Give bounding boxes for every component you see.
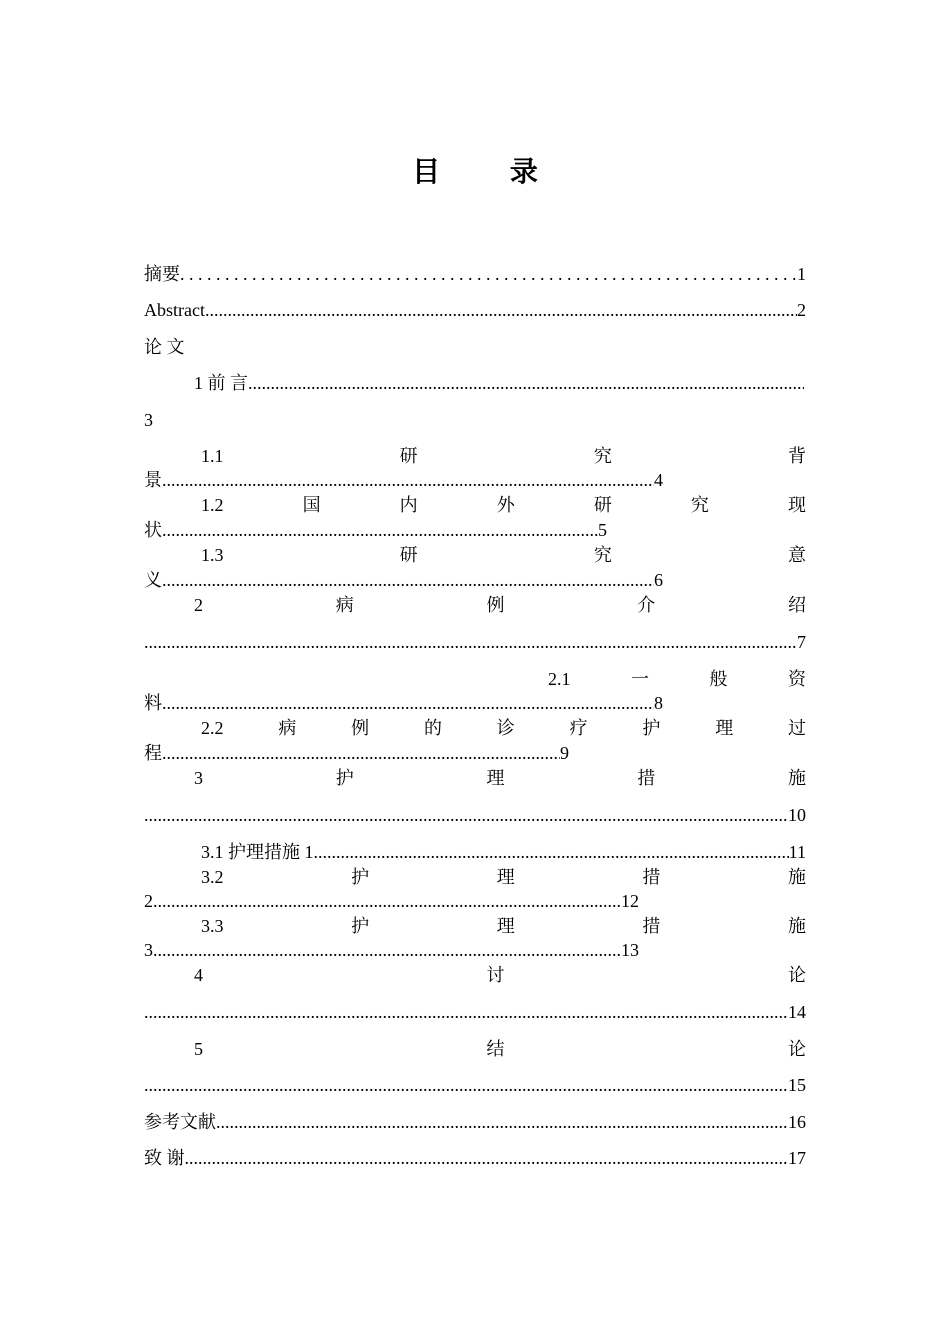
toc-char: 研 (399, 446, 418, 466)
toc-char: 一 (631, 669, 649, 689)
toc-number: 3.3 (201, 916, 224, 936)
toc-label: 参考文献 (144, 1112, 216, 1132)
toc-char: 料 (144, 693, 162, 713)
toc-leader (153, 889, 621, 913)
toc-label: 1 前 言 (194, 373, 248, 393)
toc-char: 资 (788, 669, 806, 689)
toc-char: 国 (302, 495, 321, 515)
toc-leader (144, 630, 797, 654)
toc-char: 疗 (569, 718, 588, 738)
toc-char: 介 (637, 595, 656, 615)
toc-leader (162, 468, 654, 492)
toc-page-number: 5 (598, 520, 607, 540)
toc-number: 4 (194, 965, 203, 985)
toc-char: 论 (788, 965, 806, 985)
toc-char: 诊 (496, 718, 515, 738)
toc-page-number: 6 (654, 570, 663, 590)
toc-char: 护 (642, 718, 661, 738)
toc-page-number: 4 (654, 470, 663, 490)
toc-page-number: 9 (560, 743, 569, 763)
toc-char: 理 (715, 718, 734, 738)
toc-label: 论 文 (144, 337, 185, 357)
toc-char: 措 (642, 916, 661, 936)
toc-leader (162, 568, 654, 592)
page-title: 目 录 (412, 155, 568, 188)
toc-char: 究 (593, 545, 612, 565)
toc-char: 施 (788, 916, 806, 936)
toc-char: 义 (144, 570, 162, 590)
toc-char: 背 (787, 446, 806, 466)
toc-char: 2 (144, 891, 153, 911)
toc-char: 理 (496, 916, 515, 936)
toc-entry-5-cont (144, 1073, 806, 1097)
toc-page-number: 16 (788, 1112, 806, 1132)
toc-char: 病 (335, 595, 354, 615)
toc-char: 过 (788, 718, 806, 738)
toc-entry-2[interactable] (194, 593, 806, 617)
toc-page-number: 2 (797, 300, 806, 320)
toc-char: 例 (486, 595, 505, 615)
toc-number: 3 (194, 768, 203, 788)
toc-page-number: 10 (788, 805, 806, 825)
toc-leader (314, 840, 789, 864)
toc-char: 论 (788, 1039, 806, 1059)
toc-entry-3-cont (144, 803, 806, 827)
toc-page-number: 14 (788, 1002, 806, 1022)
toc-entry-4-cont (144, 1000, 806, 1024)
toc-label: 致 谢 (144, 1148, 185, 1168)
toc-entry-abstract-en[interactable] (144, 298, 806, 322)
toc-char: 绍 (788, 595, 806, 615)
toc-entry-2-2-cont (144, 741, 806, 765)
toc-entry-1[interactable] (194, 371, 804, 395)
toc-char: 病 (278, 718, 297, 738)
toc-number: 1.2 (201, 495, 224, 515)
toc-char: 讨 (486, 965, 505, 985)
toc-char: 护 (351, 867, 370, 887)
toc-page-number: 1 (797, 264, 806, 284)
toc-char: 内 (399, 495, 418, 515)
toc-label: Abstract (144, 300, 205, 320)
toc-char: 究 (690, 495, 709, 515)
toc-entry-1-1-cont (144, 468, 806, 492)
toc-char: 结 (486, 1039, 505, 1059)
toc-char: 外 (496, 495, 515, 515)
toc-char: 施 (788, 768, 806, 788)
toc-page-number: 7 (797, 632, 806, 652)
toc-entry-abstract-cn[interactable] (144, 262, 806, 286)
toc-number: 3.2 (201, 867, 224, 887)
toc-char: 般 (709, 669, 728, 689)
toc-page-number: 17 (788, 1148, 806, 1168)
toc-leader (248, 371, 804, 395)
toc-number: 1.1 (201, 446, 224, 466)
toc-char: 理 (486, 768, 505, 788)
toc-char: 理 (496, 867, 515, 887)
toc-char: 措 (642, 867, 661, 887)
toc-entry-2-cont (144, 630, 806, 654)
toc-char: 措 (637, 768, 656, 788)
toc-entry-3-2-cont (144, 889, 806, 913)
toc-entry-acknowledgements[interactable] (144, 1146, 806, 1170)
toc-leader (162, 741, 560, 765)
toc-page-number: 3 (144, 410, 153, 430)
toc-leader (205, 298, 797, 322)
toc-leader (144, 1000, 788, 1024)
toc-page-number: 15 (788, 1075, 806, 1095)
toc-leader (144, 1073, 788, 1097)
toc-entry-2-1[interactable] (548, 667, 806, 691)
toc-number: 2.1 (548, 669, 571, 689)
toc-number: 5 (194, 1039, 203, 1059)
toc-leader (162, 518, 598, 542)
toc-page-number: 12 (621, 891, 639, 911)
toc-char: 研 (399, 545, 418, 565)
toc-entry-1-page (144, 408, 806, 432)
toc-char: 研 (593, 495, 612, 515)
toc-page-number: 11 (788, 842, 806, 862)
toc-number: 2 (194, 595, 203, 615)
toc-char: 景 (144, 470, 162, 490)
toc-char: 程 (144, 743, 162, 763)
toc-entry-1-2[interactable] (201, 493, 806, 517)
toc-char: 施 (788, 867, 806, 887)
toc-number: 1.3 (201, 545, 224, 565)
toc-leader (180, 262, 797, 286)
toc-entry-1-2-cont (144, 518, 806, 542)
toc-entry-1-3-cont (144, 568, 806, 592)
toc-char: 究 (593, 446, 612, 466)
toc-entry-lunwen[interactable] (144, 335, 806, 359)
toc-char: 例 (351, 718, 370, 738)
toc-leader (153, 938, 621, 962)
toc-entry-3-2[interactable] (201, 865, 806, 889)
toc-leader (185, 1146, 789, 1170)
toc-entry-4[interactable] (194, 963, 806, 987)
toc-char: 意 (787, 545, 806, 565)
toc-entry-2-1-cont (144, 691, 806, 715)
toc-entry-1-1[interactable] (201, 444, 806, 468)
toc-entry-3[interactable] (194, 766, 806, 790)
toc-entry-5[interactable] (194, 1037, 806, 1061)
toc-leader (162, 691, 654, 715)
toc-entry-1-3[interactable] (201, 543, 806, 567)
toc-leader (216, 1110, 788, 1134)
toc-char: 护 (335, 768, 354, 788)
toc-char: 状 (144, 520, 162, 540)
toc-char: 护 (351, 916, 370, 936)
toc-number: 2.2 (201, 718, 224, 738)
toc-page-number: 8 (654, 693, 663, 713)
toc-char: 3 (144, 940, 153, 960)
toc-leader (144, 803, 788, 827)
toc-entry-references[interactable] (144, 1110, 806, 1134)
toc-label: 摘要 (144, 264, 180, 284)
toc-page-number: 13 (621, 940, 639, 960)
toc-entry-3-1[interactable] (201, 840, 806, 864)
toc-entry-2-2[interactable] (201, 716, 806, 740)
toc-char: 现 (787, 495, 806, 515)
toc-char: 的 (423, 718, 442, 738)
toc-label: 3.1 护理措施 1 (201, 842, 314, 862)
toc-entry-3-3-cont (144, 938, 806, 962)
toc-entry-3-3[interactable] (201, 914, 806, 938)
